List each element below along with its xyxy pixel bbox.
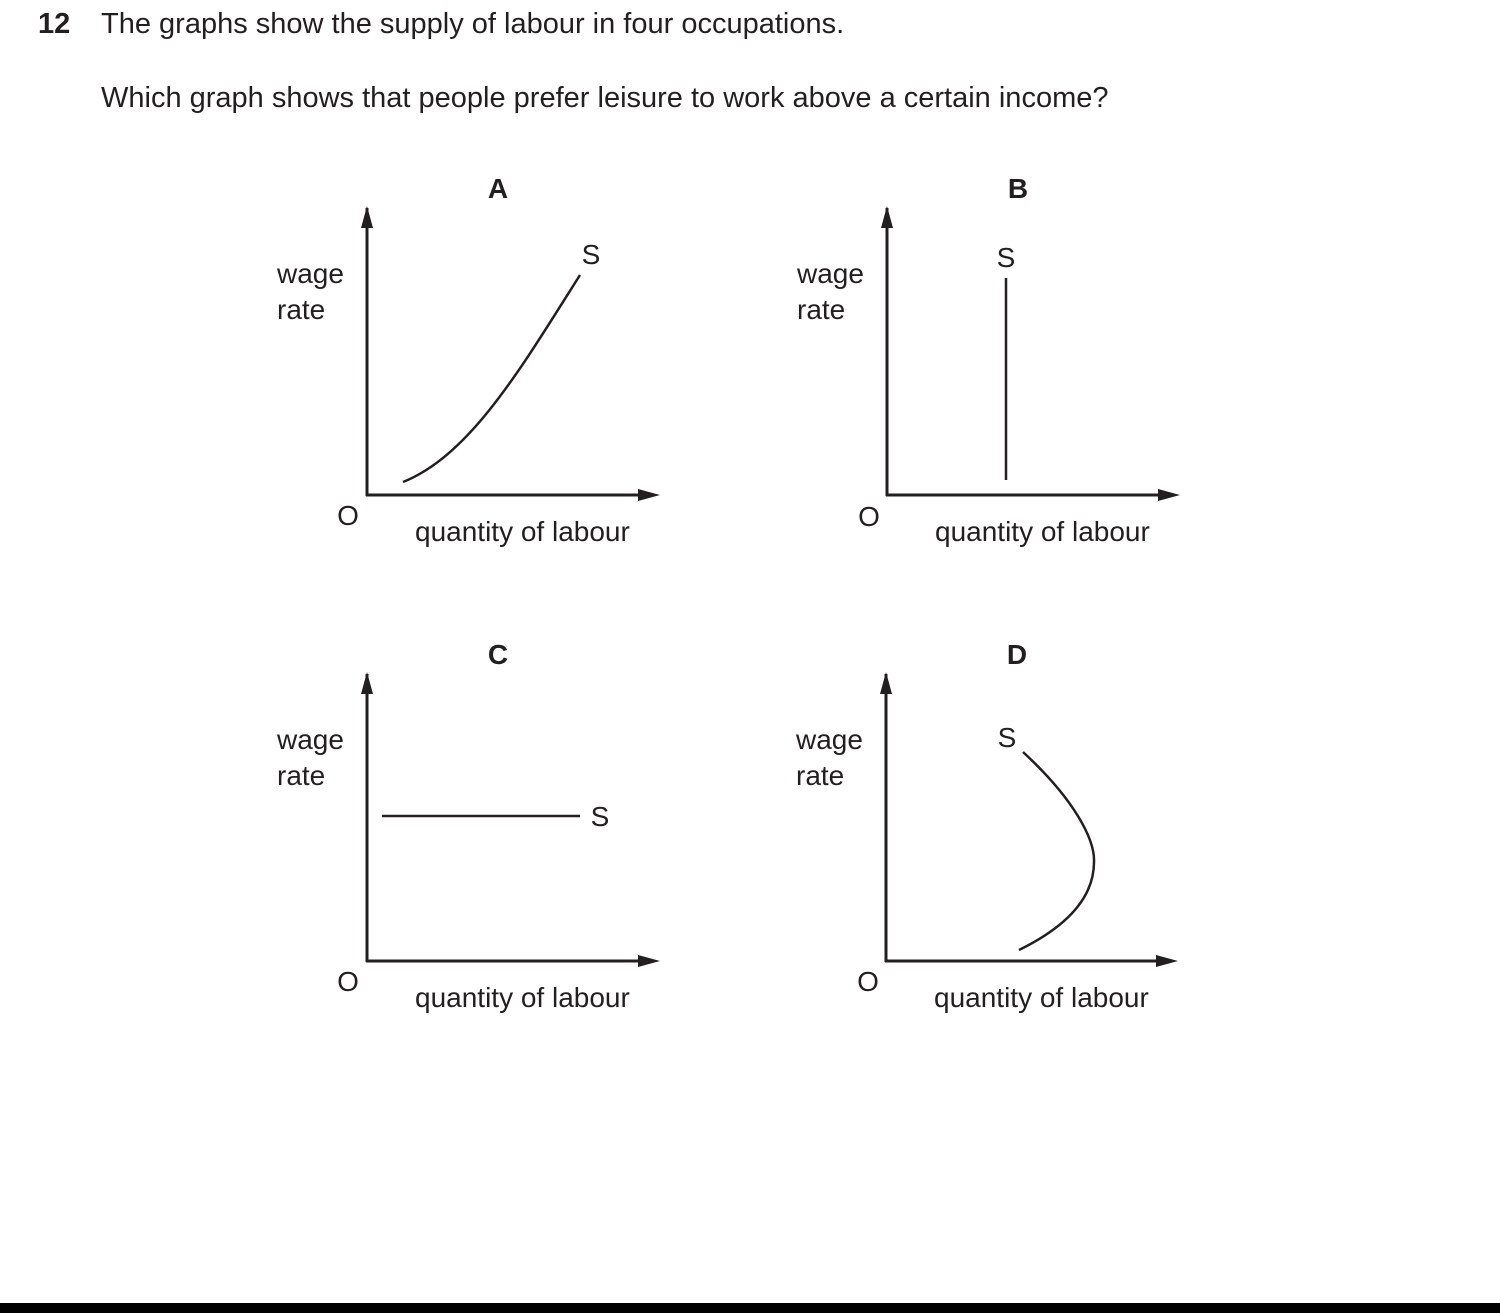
graph-a-x-arrow [638, 489, 660, 501]
graph-c-letter: C [487, 639, 509, 670]
graph-d-curve-label: S [997, 722, 1017, 753]
graph-d-supply-curve [1019, 752, 1094, 950]
graph-d-y-arrow [880, 672, 892, 694]
graph-d-x-label: quantity of labour [934, 982, 1149, 1013]
graph-c [276, 639, 660, 1013]
graph-a-letter: A [487, 173, 509, 204]
question-stem: The graphs show the supply of labour in four occupations. [101, 8, 845, 40]
graph-d-y-label-1: wage [796, 724, 863, 755]
question-number: 12 [38, 8, 71, 40]
graph-a-supply-curve [403, 275, 580, 482]
graph-c-y-arrow [361, 672, 373, 694]
graph-c-x-arrow [638, 955, 660, 967]
graph-a [276, 173, 660, 547]
graph-c-curve-label: S [590, 801, 610, 832]
graph-b-y-label-2: rate [797, 294, 846, 325]
graph-b [796, 173, 1180, 547]
graph-d-x-arrow [1156, 955, 1178, 967]
graph-d-y-label-2: rate [796, 760, 845, 791]
graph-c-y-label-1: wage [277, 724, 344, 755]
graph-d-letter: D [1006, 639, 1028, 670]
graph-a-origin: O [337, 500, 359, 531]
graph-d [795, 639, 1178, 1013]
graph-a-y-arrow [361, 206, 373, 228]
graph-a-y-label-2: rate [277, 294, 326, 325]
graph-c-y-label-2: rate [277, 760, 326, 791]
question-prompt: Which graph shows that people prefer leisure to work above a certain income? [101, 82, 1109, 114]
graph-d-origin: O [857, 966, 879, 997]
graph-b-letter: B [1007, 173, 1029, 204]
graph-a-x-label: quantity of labour [415, 516, 630, 547]
footer-bar [0, 1303, 1500, 1313]
graph-b-y-arrow [881, 206, 893, 228]
graph-b-origin: O [858, 501, 880, 532]
graph-b-curve-label: S [996, 242, 1016, 273]
graph-b-x-label: quantity of labour [935, 516, 1150, 547]
graph-a-curve-label: S [581, 239, 601, 270]
graph-b-x-arrow [1158, 489, 1180, 501]
graph-c-origin: O [337, 966, 359, 997]
graph-c-x-label: quantity of labour [415, 982, 630, 1013]
graph-b-y-label-1: wage [797, 258, 864, 289]
graph-a-y-label-1: wage [277, 258, 344, 289]
